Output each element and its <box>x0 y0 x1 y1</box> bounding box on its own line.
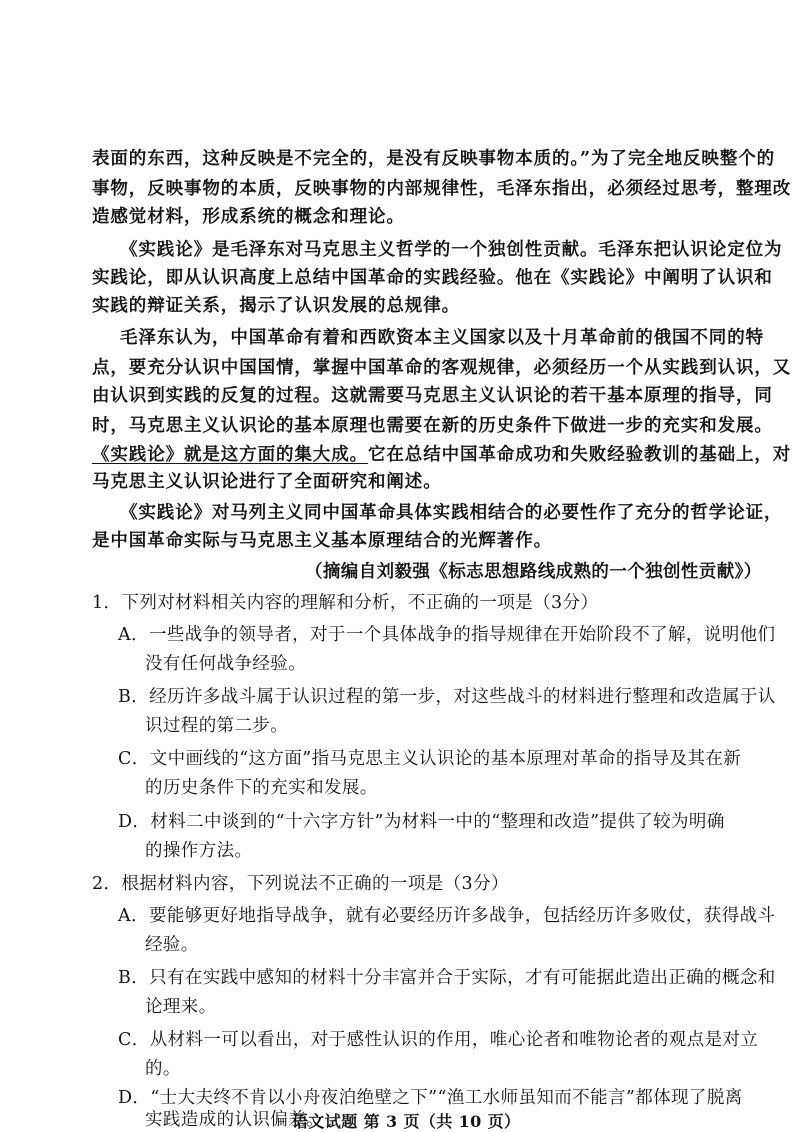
question-2-option-b-cont: 论理来。 <box>145 997 217 1017</box>
passage-line-rest: 它在总结中国革命成功和失败经验教训的基础上，对 <box>368 445 792 465</box>
question-1-option-c-cont: 的历史条件下的充实和发展。 <box>145 778 378 798</box>
passage-line: 毛泽东认为，中国革命有着和西欧资本主义国家以及十月革命前的俄国不同的特 <box>120 328 764 348</box>
question-2-option-a: A．要能够更好地指导战争，就有必要经历许多战争，包括经历许多败仗，获得战斗 <box>118 906 776 926</box>
passage-line: 时，马克思主义认识论的基本原理也需要在新的历史条件下做进一步的充实和发展。 <box>92 416 773 436</box>
passage-source: （摘编自刘毅强《标志思想路线成熟的一个独创性贡献》） <box>305 562 762 582</box>
passage-line: 由认识到实践的反复的过程。这就需要马克思主义认识论的若干基本原理的指导，同 <box>92 386 773 406</box>
question-1-option-c: C．文中画线的“这方面”指马克思主义认识论的基本原理对革命的指导及其在新 <box>118 749 742 769</box>
question-2-option-d: D．“士大夫终不肯以小舟夜泊绝壁之下”“渔工水师虽知而不能言”都体现了脱离 <box>118 1088 743 1108</box>
question-2-option-c-cont: 的。 <box>145 1059 181 1079</box>
passage-line: 是中国革命实际与马克思主义基本原理结合的光辉著作。 <box>92 531 552 551</box>
question-1-option-a: A．一些战争的领导者，对于一个具体战争的指导规律在开始阶段不了解，说明他们 <box>118 625 776 645</box>
passage-line: 事物，反映事物的本质，反映事物的内部规律性，毛泽东指出，必须经过思考，整理改 <box>92 179 792 199</box>
question-1-stem: 1．下列对材料相关内容的理解和分析，不正确的一项是（3分） <box>92 593 599 613</box>
question-1-option-b: B．经历许多战斗属于认识过程的第一步，对这些战斗的材料进行整理和改造属于认 <box>118 687 776 707</box>
question-2-option-d-cont: 实践造成的认识偏差。 <box>145 1110 324 1130</box>
underlined-sentence: 《实践论》就是这方面的集大成。 <box>92 445 368 465</box>
passage-line: 表面的东西，这种反映是不完全的，是没有反映事物本质的。”为了完全地反映整个的 <box>92 149 776 169</box>
question-2-option-a-cont: 经验。 <box>145 935 199 955</box>
question-2-stem: 2．根据材料内容，下列说法不正确的一项是（3分） <box>92 874 509 894</box>
question-2-option-c: C．从材料一可以看出，对于感性认识的作用，唯心论者和唯物论者的观点是对立 <box>118 1030 759 1050</box>
passage-line: 实践论，即从认识高度上总结中国革命的实践经验。他在《实践论》中阐明了认识和 <box>92 268 773 288</box>
passage-line: 《实践论》对马列主义同中国革命具体实践相结合的必要性作了充分的哲学论证， <box>120 503 783 523</box>
question-1-option-b-cont: 识过程的第二步。 <box>145 716 289 736</box>
passage-line <box>92 443 791 467</box>
passage-line: 《实践论》是毛泽东对马克思主义哲学的一个独创性贡献。毛泽东把认识论定位为 <box>120 240 783 260</box>
passage-line: 实践的辩证关系，揭示了认识发展的总规律。 <box>92 296 460 316</box>
question-1-option-d: D．材料二中谈到的“十六字方针”为材料一中的“整理和改造”提供了较为明确 <box>118 812 725 832</box>
question-1-option-d-cont: 的操作方法。 <box>145 841 253 861</box>
passage-line: 点，要充分认识中国国情，掌握中国革命的客观规律，必须经历一个从实践到认识，又 <box>92 358 792 378</box>
question-2-option-b: B．只有在实践中感知的材料十分丰富并合于实际，才有可能据此造出正确的概念和 <box>118 968 776 988</box>
passage-line: 造感觉材料，形成系统的概念和理论。 <box>92 207 405 227</box>
page-footer: 语文试题 第 3 页（共 10 页） <box>292 1112 521 1131</box>
passage-line: 马克思主义认识论进行了全面研究和阐述。 <box>92 472 442 492</box>
question-1-option-a-cont: 没有任何战争经验。 <box>145 654 307 674</box>
